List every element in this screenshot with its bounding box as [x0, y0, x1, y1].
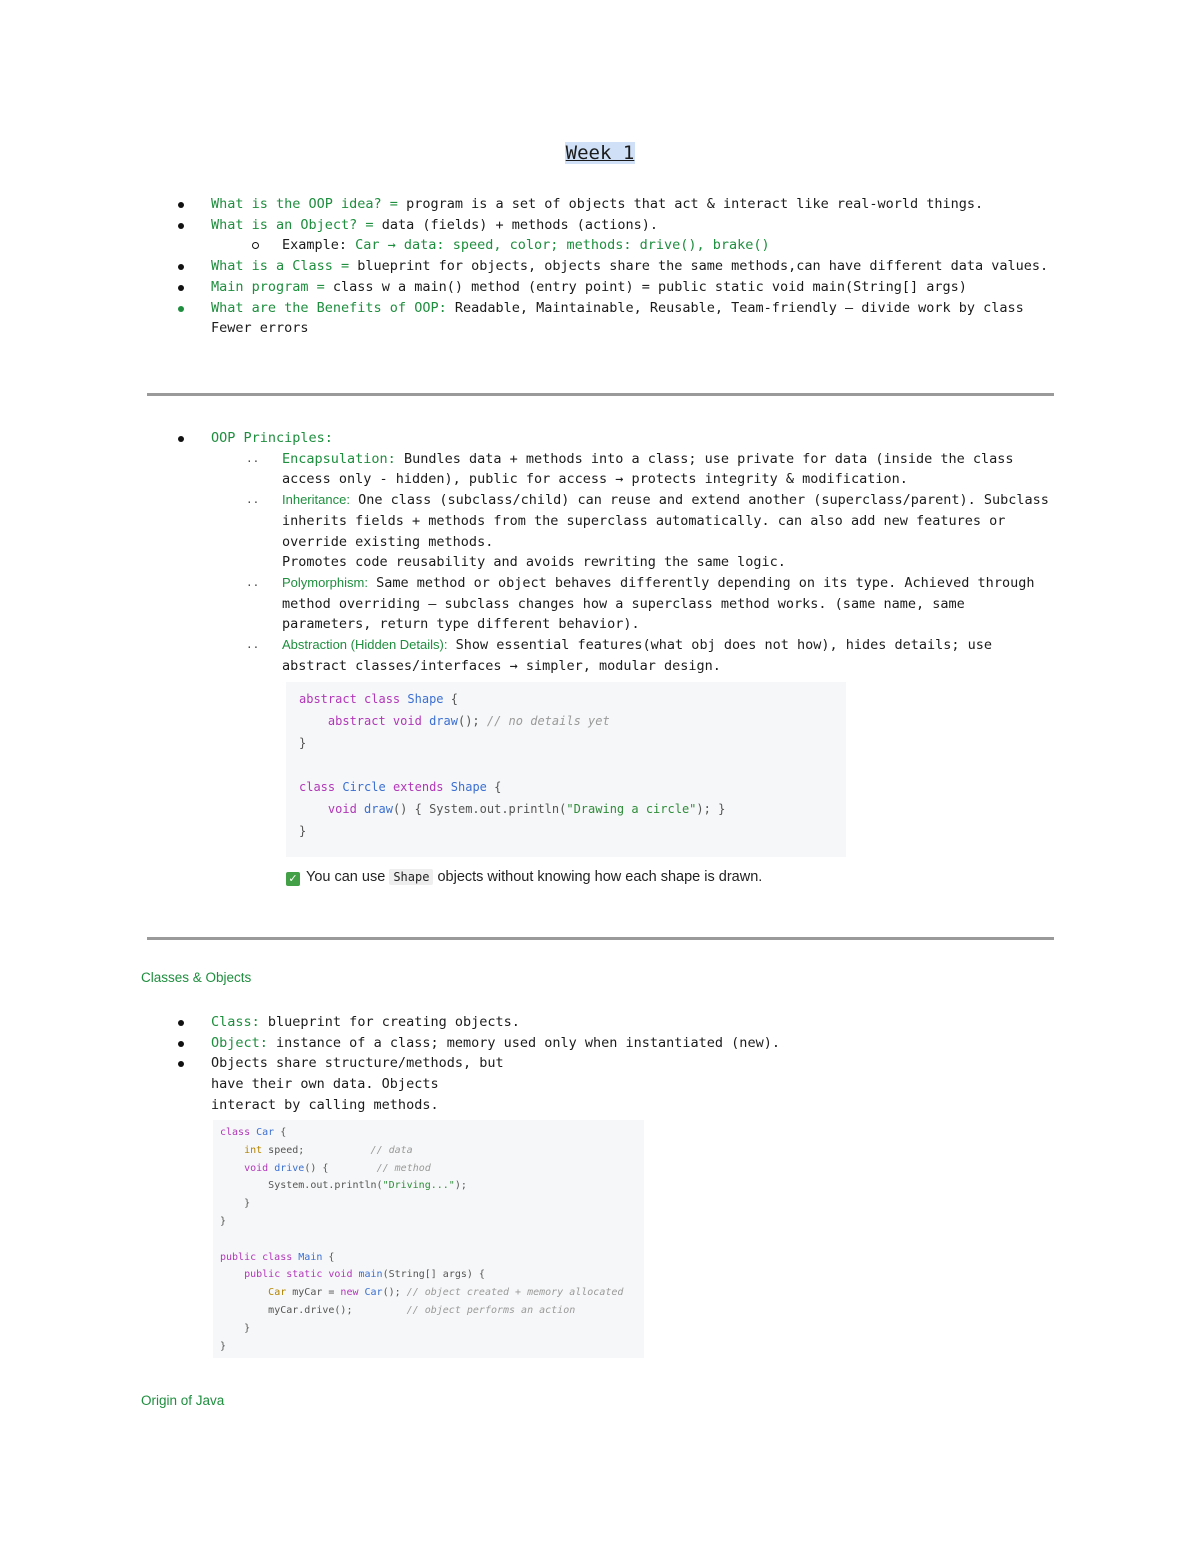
- list-item: Class: blueprint for creating objects.: [211, 1012, 1056, 1033]
- list-item: What is the OOP idea? = program is a set of objects that act & interact like real-world things.: [211, 194, 1056, 215]
- principle-polymorphism: .. Polymorphism: Same method or object behaves differently depending on its type. Achieved through method overriding — subclass changes how a superclass method works. (same name, same parameters, return type different behavior).: [282, 573, 1056, 635]
- list-item: Object: instance of a class; memory used only when instantiated (new).: [211, 1033, 1056, 1054]
- list-item: Main program = class w a main() method (entry point) = public static void main(String[] args): [211, 277, 1056, 298]
- principles-list: [211, 428, 1056, 676]
- code-block-car: class Car { int speed; // data void drive() { // method System.out.println("Driving..."); } } public class Main { public static void main(String[] args) { Car myCar = new Car(); // object created + memory allocated myCar.drive(); // object performs an action } }: [213, 1120, 644, 1358]
- principle-inheritance: .. Inheritance: One class (subclass/child) can reuse and extend another (superclass/parent). Subclass inherits fields + methods from the superclass automatically. can also add new features or override existing methods. Promotes code reusability and avoids rewriting the same logic.: [282, 490, 1056, 573]
- section-heading-classes: Classes & Objects: [141, 970, 252, 985]
- divider: [147, 937, 1054, 940]
- principle-abstraction: .. Abstraction (Hidden Details): Show essential features(what obj does not how), hides details; use abstract classes/interfaces → simpler, modular design.: [282, 635, 1056, 676]
- list-item: What is an Object? = data (fields) + methods (actions). Example: Car → data: speed, color; methods: drive(), brake(): [211, 215, 1056, 256]
- list-item: Objects share structure/methods, but have their own data. Objects interact by calling methods.: [211, 1053, 511, 1115]
- list-item: What is a Class = blueprint for objects, objects share the same methods,can have different data values.: [211, 256, 1056, 277]
- section-heading-origin: Origin of Java: [141, 1393, 225, 1408]
- classes-list: [211, 1012, 1056, 1116]
- divider: [147, 393, 1054, 396]
- example-list: [211, 235, 1056, 256]
- principle-encapsulation: .. Encapsulation: Bundles data + methods into a class; use private for data (inside the class access only - hidden), public for access → protects integrity & modification.: [282, 449, 1056, 490]
- list-item: Example: Car → data: speed, color; methods: drive(), brake(): [282, 235, 1056, 256]
- principles-sublist: [211, 449, 1056, 677]
- page-title: Week 1: [565, 142, 635, 164]
- shape-note: ✓ You can use Shape objects without knowing how each shape is drawn.: [286, 869, 762, 886]
- list-item: What are the Benefits of OOP: Readable, Maintainable, Reusable, Team-friendly — divide work by class Fewer errors: [211, 298, 1056, 339]
- checkmark-icon: ✓: [286, 872, 300, 886]
- list-item: OOP Principles: .. Encapsulation: Bundles data + methods into a class; use private for data (inside the class access only - hidden), public for access → protects integrity & modification. .. Inheritance: One class (subclass/child) can reuse and extend another (superclass/parent). Subclass inherits fields + methods from the superclass automatically. can also add new features or override existing methods. Promotes code reusability and avoids rewriting the same logic. .. Polymorphism: Same method or object behaves differently depending on its type. Achieved through method overriding — subclass changes how a superclass method works. (same name, same parameters, return type different behavior). .. Abstraction (Hidden Details): Show essential features(what obj does not how), hides details; use abstract classes/interfaces → simpler, modular design.: [211, 428, 1056, 676]
- code-block-shape: abstract class Shape { abstract void draw(); // no details yet } class Circle extends Shape { void draw() { System.out.println("Drawing a circle"); } }: [286, 682, 846, 857]
- intro-list: [211, 194, 1056, 339]
